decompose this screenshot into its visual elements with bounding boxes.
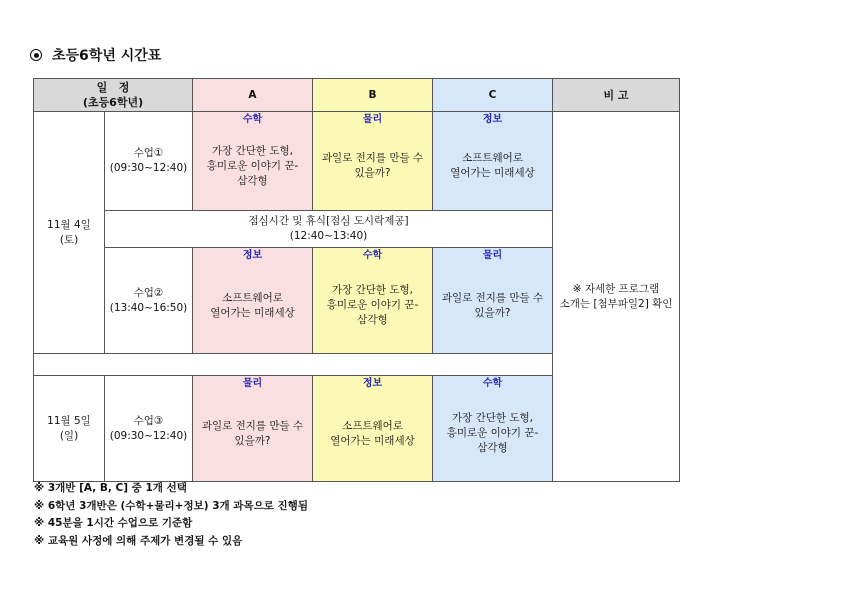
remarks-cell — [552, 111, 680, 482]
topic-line: 열어가는 미래세상 — [210, 306, 295, 319]
lunch-line1: 점심시간 및 휴식[점심 도시락제공] — [248, 215, 409, 227]
header-schedule-line1: 일 정 — [96, 81, 130, 94]
note-item: ※ 교육원 사정에 의해 주제가 변경될 수 있음 — [34, 534, 243, 547]
subject-label: 정보 — [362, 378, 383, 389]
separator-row — [33, 353, 553, 376]
s3-c-math — [432, 375, 553, 482]
header-col-c: C — [432, 78, 553, 112]
subject-label: 수학 — [482, 378, 503, 389]
subject-label: 정보 — [482, 114, 503, 125]
topic-line: 삼각형 — [357, 314, 388, 326]
topic-line: 흥미로운 이야기 꾼- — [326, 299, 419, 311]
s2-c-physics — [432, 247, 553, 354]
day2-date: 11월 5일 — [47, 414, 91, 427]
subject-label: 수학 — [242, 114, 263, 125]
subject-label: 물리 — [482, 250, 503, 261]
lunch-line2: (12:40~13:40) — [289, 230, 368, 242]
subject-label: 정보 — [242, 250, 263, 261]
session2-time: (13:40~16:50) — [109, 301, 188, 314]
s1-c-info — [432, 111, 553, 211]
day2-weekday: (일) — [59, 429, 79, 442]
topic-line: 흥미로운 이야기 꾼- — [446, 427, 539, 439]
note-item: ※ 3개반 [A, B, C] 중 1개 선택 — [34, 482, 187, 494]
session3-time: (09:30~12:40) — [109, 429, 188, 442]
topic-line: 삼각형 — [237, 174, 268, 187]
lunch-row — [104, 210, 553, 248]
note-item: ※ 45분을 1시간 수업으로 기준함 — [34, 517, 193, 529]
topic-line: 과일로 전지를 만들 수 — [441, 291, 544, 304]
s1-a-math — [192, 111, 313, 211]
bullet-icon — [30, 49, 42, 61]
header-remarks: 비 고 — [552, 78, 680, 112]
topic-line: 가장 간단한 도형, — [451, 412, 533, 424]
subject-label: 수학 — [362, 250, 383, 261]
session2-label — [104, 247, 193, 354]
page-title-text: 초등6학년 시간표 — [52, 48, 162, 64]
subject-label: 물리 — [242, 378, 263, 389]
s1-b-physics — [312, 111, 433, 211]
day1-label — [33, 111, 105, 354]
session2-name: 수업② — [133, 286, 164, 299]
topic-line: 가장 간단한 도형, — [211, 144, 293, 157]
topic-line: 소프트웨어로 — [222, 291, 283, 304]
note-item: ※ 6학년 3개반은 (수학+물리+정보) 3개 과목으로 진행됨 — [34, 499, 308, 512]
topic-line: 열어가는 미래세상 — [450, 167, 535, 179]
topic-line: 흥미로운 이야기 꾼- — [206, 159, 299, 172]
topic-line: 삼각형 — [477, 442, 508, 454]
topic-line: 과일로 전지를 만들 수 — [201, 419, 304, 432]
s2-b-math — [312, 247, 433, 354]
page-title — [30, 45, 161, 65]
topic-line: 가장 간단한 도형, — [331, 284, 413, 296]
session3-label — [104, 375, 193, 482]
topic-line: 열어가는 미래세상 — [330, 434, 415, 447]
header-schedule — [33, 78, 193, 112]
remarks-line1: ※ 자세한 프로그램 — [572, 282, 660, 295]
header-schedule-line2: (초등6학년) — [82, 96, 144, 109]
day1-weekday: (토) — [59, 233, 79, 246]
session1-time: (09:30~12:40) — [109, 162, 188, 174]
session1-label — [104, 111, 193, 211]
remarks-line2: 소개는 [첨부파일2] 확인 — [559, 297, 673, 310]
notes-list — [34, 480, 308, 550]
topic-line: 과일로 전지를 만들 수 — [321, 152, 424, 164]
s2-a-info — [192, 247, 313, 354]
topic-line: 있을까? — [354, 167, 391, 179]
topic-line: 소프트웨어로 — [342, 419, 403, 432]
header-col-b: B — [312, 78, 433, 112]
s3-a-physics — [192, 375, 313, 482]
session3-name: 수업③ — [133, 414, 164, 427]
topic-line: 있을까? — [474, 306, 511, 319]
day2-label — [33, 375, 105, 482]
session1-name: 수업① — [133, 147, 164, 159]
header-col-a: A — [192, 78, 313, 112]
day1-date: 11월 4일 — [47, 218, 91, 231]
topic-line: 있을까? — [234, 434, 271, 447]
subject-label: 물리 — [362, 114, 383, 125]
topic-line: 소프트웨어로 — [462, 152, 523, 164]
s3-b-info — [312, 375, 433, 482]
